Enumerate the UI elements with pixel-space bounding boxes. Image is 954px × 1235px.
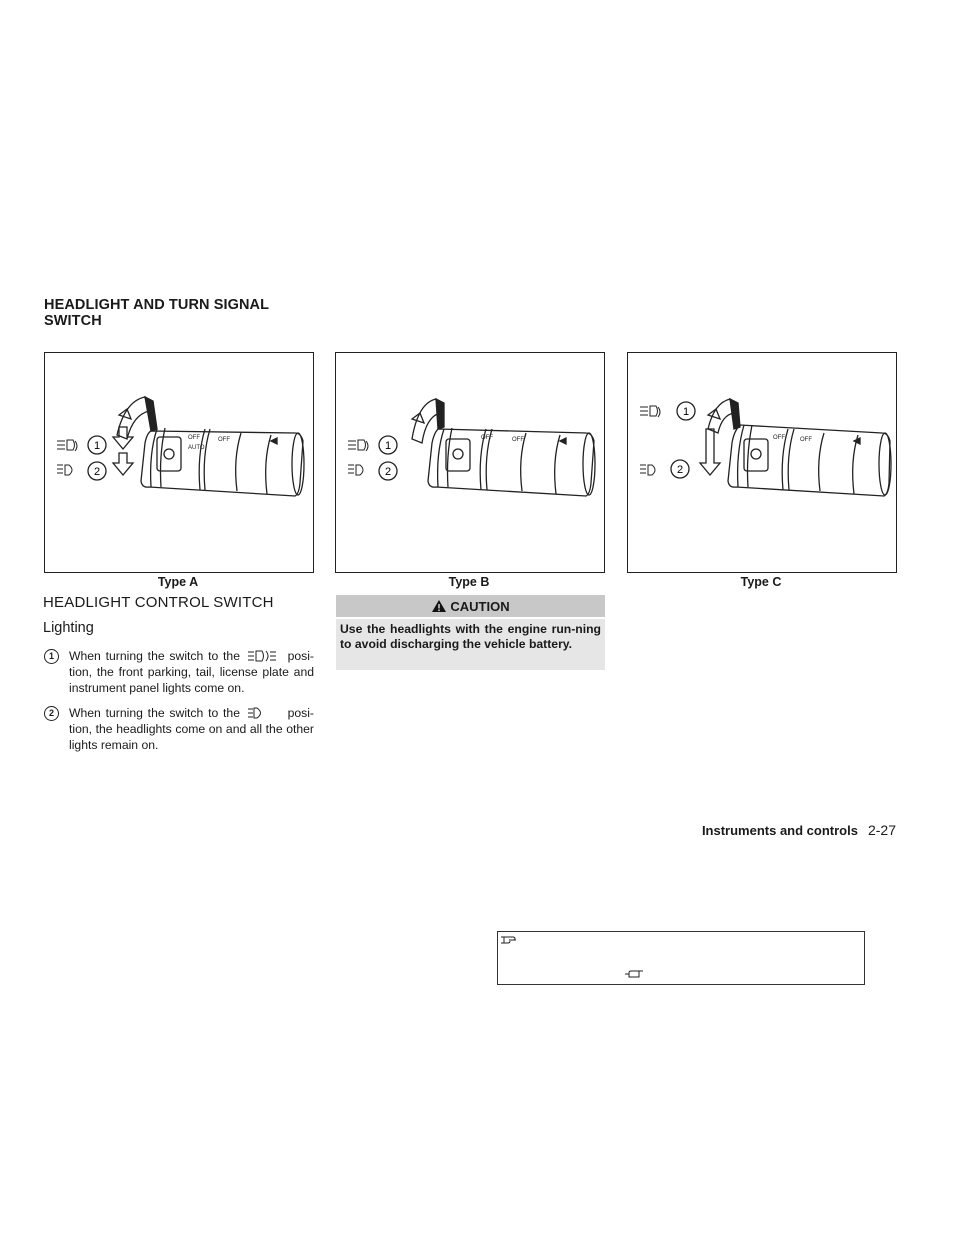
svg-text:2: 2 bbox=[93, 466, 101, 478]
stalk-diagram-type-b bbox=[336, 353, 604, 572]
footer-section: Instruments and controls bbox=[701, 823, 858, 838]
item-2-text-before: When turning the switch to the bbox=[69, 706, 240, 720]
callout-2 bbox=[379, 462, 397, 480]
item-1-text-after: posi-tion, the front parking, tail, license plate and instrument panel lights come on. bbox=[69, 649, 314, 695]
ring2-label: OFF bbox=[512, 437, 524, 443]
ring1-label-0: OFF bbox=[481, 435, 493, 441]
ring2-label: OFF bbox=[218, 437, 230, 443]
down-arrows bbox=[113, 427, 133, 475]
svg-text:1: 1 bbox=[93, 440, 101, 452]
stalk-diagram-type-c bbox=[628, 353, 896, 572]
svg-text:1: 1 bbox=[384, 440, 392, 452]
page-number: 2-27 bbox=[867, 822, 896, 838]
figure-caption-type-c: Type C bbox=[740, 575, 782, 589]
item-number-2: 2 bbox=[44, 706, 59, 721]
callout-2 bbox=[88, 462, 106, 480]
section-title: HEADLIGHT AND TURN SIGNAL SWITCH bbox=[44, 297, 269, 329]
position-icons bbox=[348, 440, 368, 475]
ring2-label: OFF bbox=[800, 437, 812, 443]
figure-type-b bbox=[335, 352, 605, 573]
list-item-1 bbox=[44, 648, 314, 696]
stalk-diagram-type-a bbox=[45, 353, 313, 572]
stalk-illustration bbox=[728, 425, 891, 496]
item-number-1: 1 bbox=[44, 649, 59, 664]
item-1-text-before: When turning the switch to the bbox=[69, 649, 240, 663]
caution-text: Use the headlights with the engine run-ning to avoid discharging the vehicle battery. bbox=[336, 619, 605, 670]
svg-text:2: 2 bbox=[384, 466, 392, 478]
pointing-hand-icon-2 bbox=[624, 968, 644, 980]
svg-text:1: 1 bbox=[682, 406, 690, 418]
ring1-label-0: OFF bbox=[773, 435, 785, 441]
figure-type-a bbox=[44, 352, 314, 573]
item-2-text-after: posi-tion, the headlights come on and all the other lights remain on. bbox=[69, 706, 314, 752]
list-item-2 bbox=[44, 705, 314, 753]
callout-2 bbox=[671, 460, 689, 478]
callout-1 bbox=[88, 436, 106, 454]
caution-title: CAUTION bbox=[450, 598, 510, 614]
callout-1 bbox=[379, 436, 397, 454]
rotation-arrow bbox=[412, 399, 444, 443]
ring1-label-1: AUTO bbox=[188, 445, 205, 451]
position-icons bbox=[57, 440, 77, 475]
page-footer bbox=[560, 822, 896, 838]
headlight-icon bbox=[247, 707, 281, 719]
callout-1 bbox=[677, 402, 695, 420]
figure-type-c bbox=[627, 352, 897, 573]
parking-lights-icon bbox=[247, 650, 281, 662]
figure-caption-type-b: Type B bbox=[448, 575, 490, 589]
caution-header bbox=[336, 595, 605, 617]
lighting-subtitle: Lighting bbox=[43, 620, 94, 636]
svg-text:2: 2 bbox=[676, 464, 684, 476]
switch-labels bbox=[481, 435, 524, 443]
ring1-label-0: OFF bbox=[188, 435, 200, 441]
headlight-control-title: HEADLIGHT CONTROL SWITCH bbox=[43, 594, 274, 611]
rotation-arrow bbox=[117, 397, 157, 439]
note-box bbox=[497, 931, 865, 985]
pointing-hand-icon bbox=[500, 934, 520, 946]
position-icons bbox=[640, 406, 660, 475]
figure-caption-type-a: Type A bbox=[157, 575, 199, 589]
switch-labels bbox=[188, 435, 230, 451]
warning-triangle-icon bbox=[431, 599, 447, 613]
